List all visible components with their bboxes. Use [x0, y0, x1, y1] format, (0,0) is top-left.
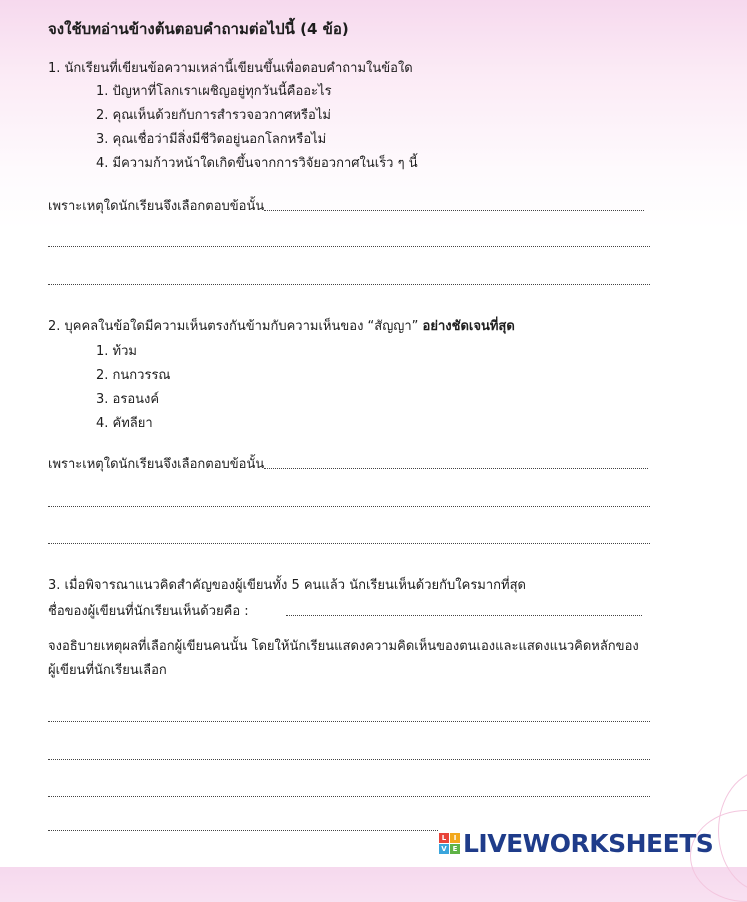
q2-question-emphasis: อย่างชัดเจนที่สุด [422, 319, 515, 334]
question-2 [48, 318, 515, 336]
q3-explain-instruction: จงอธิบายเหตุผลที่เลือกผู้เขียนคนนั้น โดยให้นักเรียนแสดงความคิดเห็นของตนเองและแสดงแนวคิดหลักของ [48, 639, 639, 654]
q1-answer-line[interactable] [48, 246, 650, 247]
q3-answer-line[interactable] [48, 759, 650, 760]
q3-answer-line[interactable] [48, 830, 438, 831]
question-1: 1. นักเรียนที่เขียนข้อความเหล่านี้เขียนขึ้นเพื่อตอบคำถามในข้อใด [48, 61, 413, 76]
q2-reason-answer-line[interactable] [264, 468, 648, 469]
q2-answer-line[interactable] [48, 506, 650, 507]
logo-text: LIVEWORKSHEETS [463, 828, 714, 858]
q2-option-4: 4. คัทลียา [96, 416, 153, 431]
instruction-title: จงใช้บทอ่านข้างต้นตอบคำถามต่อไปนี้ (4 ข้อ) [48, 20, 349, 38]
logo-square: I [450, 833, 460, 843]
logo-square: L [439, 833, 449, 843]
q1-option-2: 2. คุณเห็นด้วยกับการสำรวจอวกาศหรือไม่ [96, 108, 331, 123]
logo-square: E [450, 844, 460, 854]
q2-question-text: 2. บุคคลในข้อใดมีความเห็นตรงกันข้ามกับความเห็นของ “สัญญา” [48, 319, 419, 334]
q3-explain-instruction-cont: ผู้เขียนที่นักเรียนเลือก [48, 663, 167, 678]
logo-squares-icon [439, 833, 460, 854]
q1-reason-answer-line[interactable] [264, 210, 644, 211]
q1-option-3: 3. คุณเชื่อว่ามีสิ่งมีชีวิตอยู่นอกโลกหรือไม่ [96, 132, 327, 147]
q2-reason-label: เพราะเหตุใดนักเรียนจึงเลือกตอบข้อนั้น [48, 457, 265, 472]
q1-option-1: 1. ปัญหาที่โลกเราเผชิญอยู่ทุกวันนี้คืออะไร [96, 84, 332, 99]
q2-option-1: 1. ท้วม [96, 344, 137, 359]
q3-name-label: ชื่อของผู้เขียนที่นักเรียนเห็นด้วยคือ : [48, 604, 249, 619]
q2-option-2: 2. กนกวรรณ [96, 368, 171, 383]
q3-answer-line[interactable] [48, 721, 650, 722]
q2-option-3: 3. อรอนงค์ [96, 392, 160, 407]
liveworksheets-logo [439, 827, 713, 859]
q1-answer-line[interactable] [48, 284, 650, 285]
q2-answer-line[interactable] [48, 543, 650, 544]
q3-answer-line[interactable] [48, 796, 650, 797]
q1-option-4: 4. มีความก้าวหน้าใดเกิดขึ้นจากการวิจัยอวกาศในเร็ว ๆ นี้ [96, 156, 418, 171]
q3-name-answer-line[interactable] [286, 615, 642, 616]
question-3: 3. เมื่อพิจารณาแนวคิดสำคัญของผู้เขียนทั้ง 5 คนแล้ว นักเรียนเห็นด้วยกับใครมากที่สุด [48, 578, 526, 593]
q1-reason-label: เพราะเหตุใดนักเรียนจึงเลือกตอบข้อนั้น [48, 199, 265, 214]
logo-square: V [439, 844, 449, 854]
